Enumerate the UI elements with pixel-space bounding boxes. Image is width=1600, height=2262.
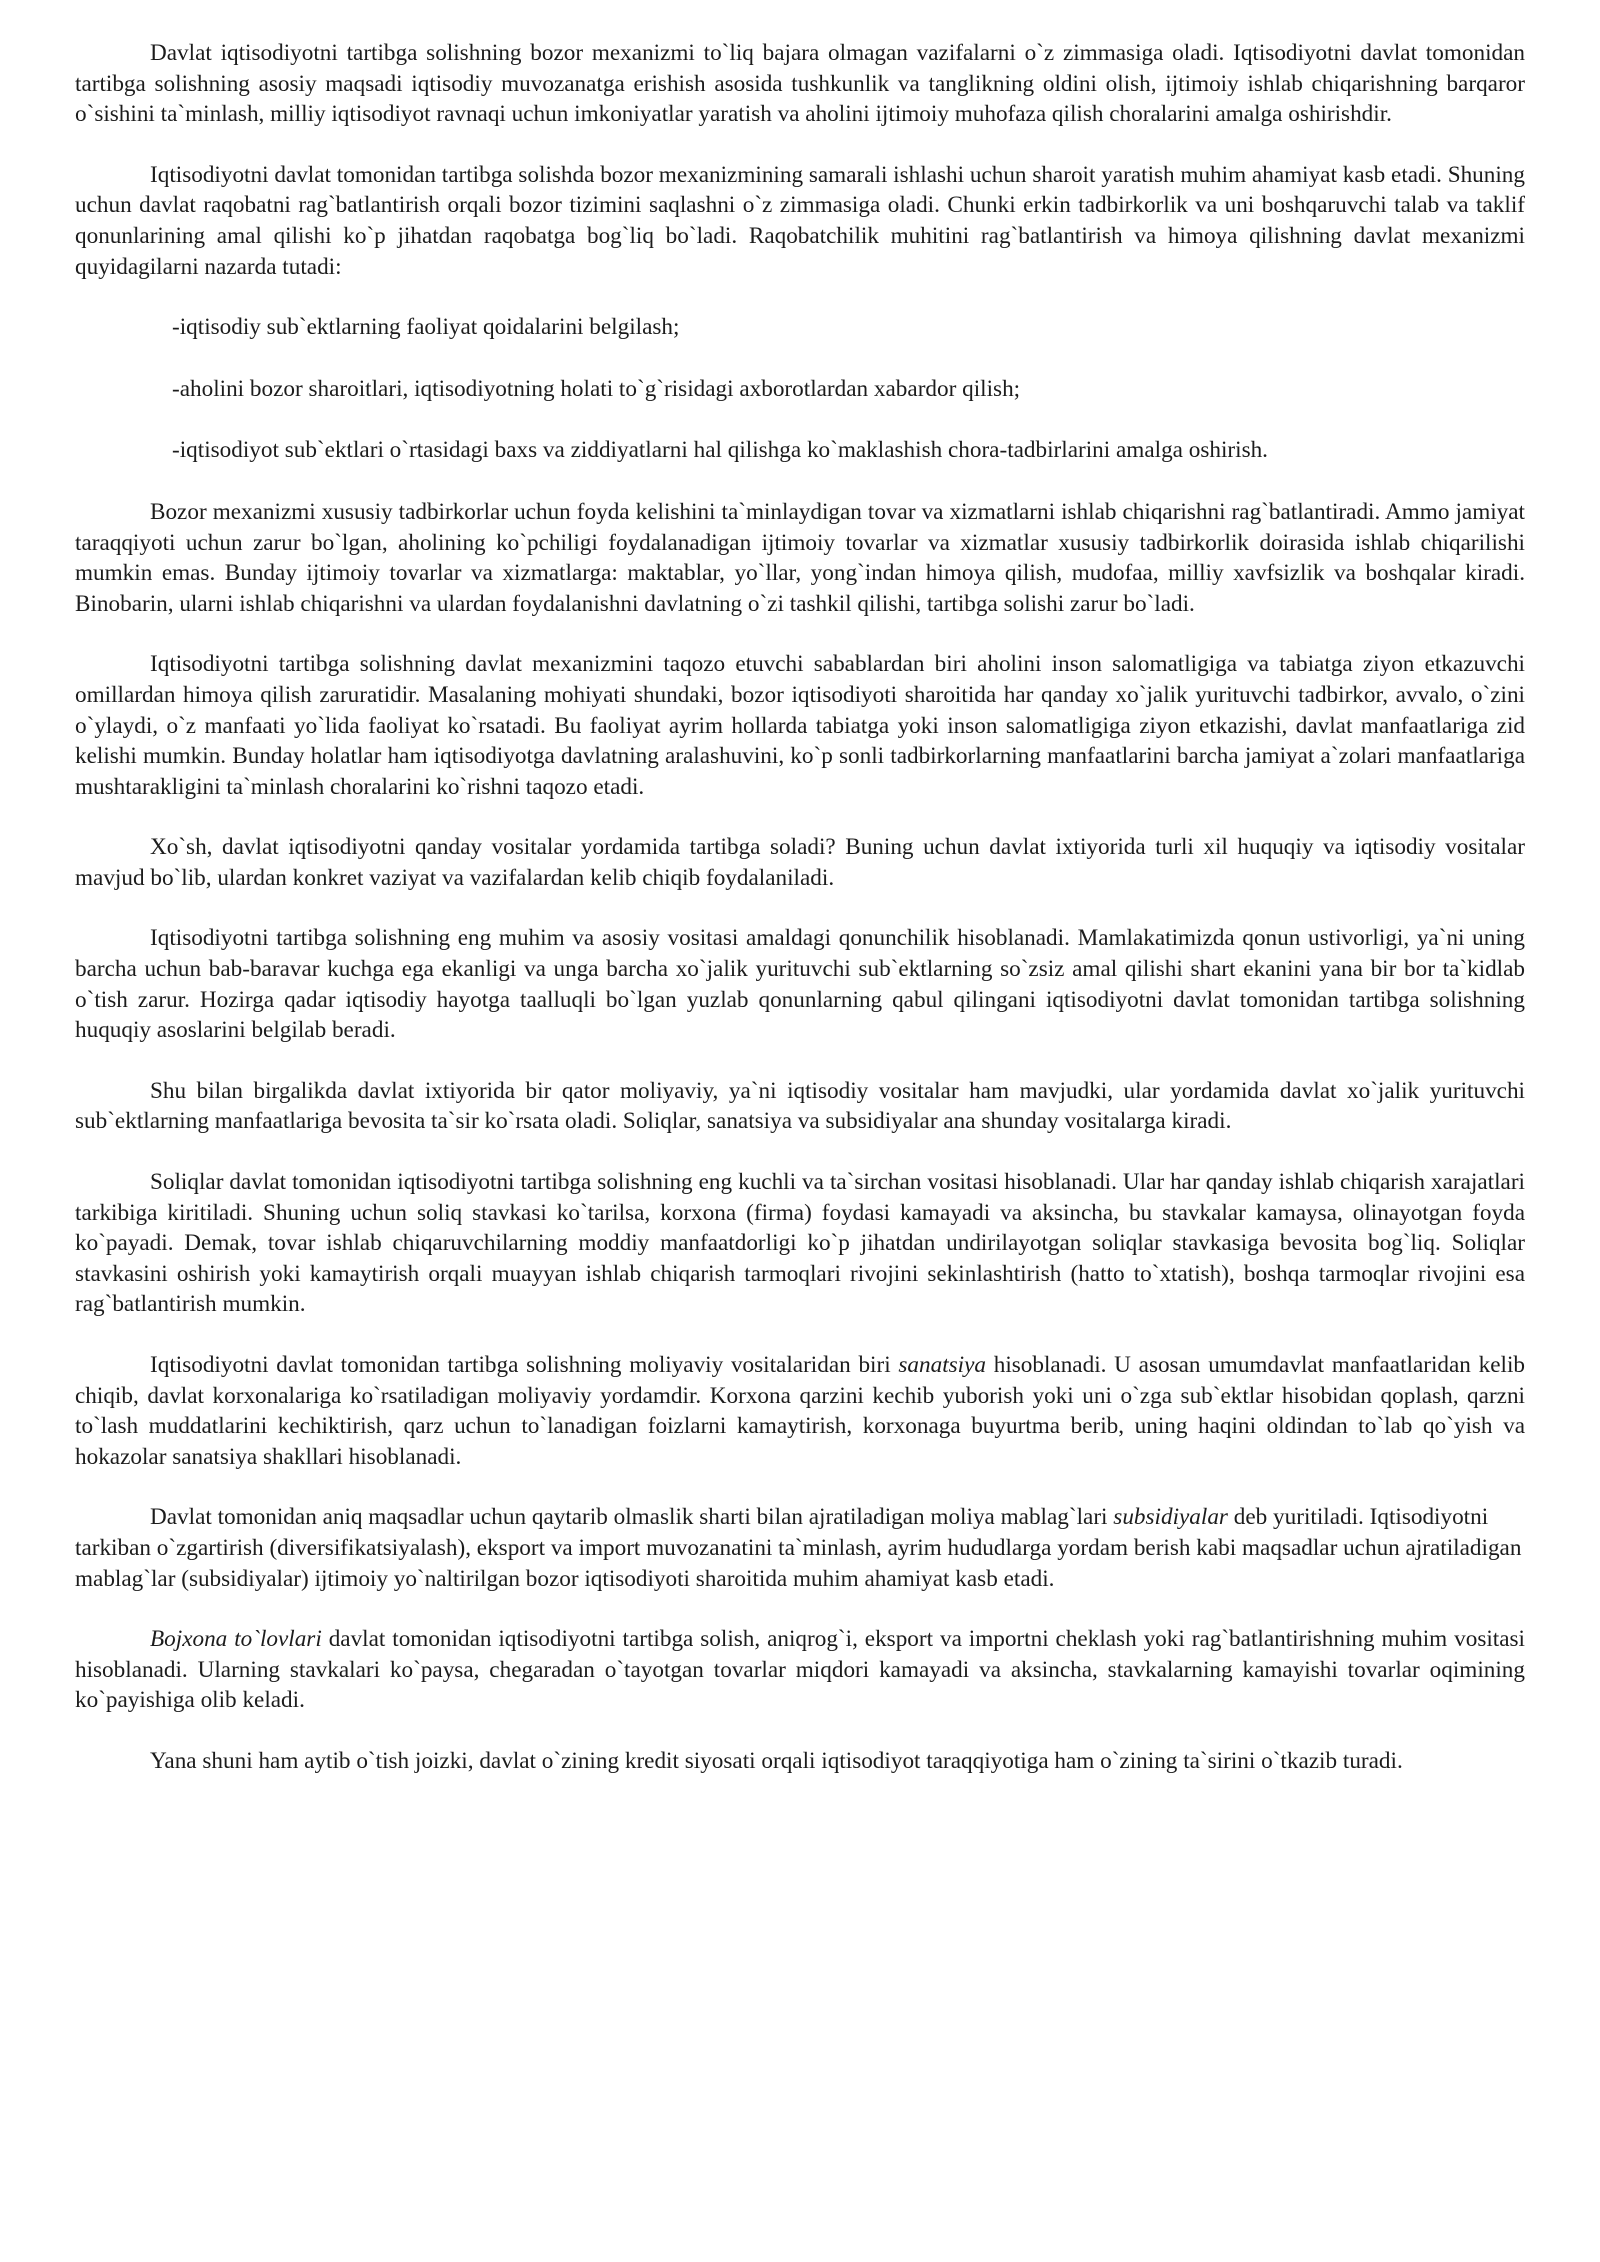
paragraph-customs-payments bbox=[75, 1624, 1525, 1716]
paragraph-health-environment: Iqtisodiyotni tartibga solishning davlat mexanizmini taqozo etuvchi sabablardan biri aholini inson salomatligiga va tabiatga ziyon etkazuvchi omillardan himoya qilish zaruratidir. Masalaning mohiyati shundaki, bozor iqtisodiyoti sharoitida har qanday xo`jalik yurituvchi tadbirkor, avvalo, o`zini o`ylaydi, o`z manfaati yo`lida faoliyat ko`rsatadi. Bu faoliyat ayrim hollarda tabiatga yoki inson salomatligiga ziyon etkazishi, davlat manfaatlariga zid kelishi mumkin. Bunday holatlar ham iqtisodiyotga davlatning aralashuvini, ko`p sonli tadbirkorlarning manfaatlarini barcha jamiyat a`zolari manfaatlariga mushtarakligini ta`minlash choralarini ko`rishni taqozo etadi. bbox=[75, 651, 1525, 800]
paragraph-legislation: Iqtisodiyotni tartibga solishning eng muhim va asosiy vositasi amaldagi qonunchilik hisoblanadi. Mamlakatimizda qonun ustivorligi, ya`ni uning barcha uchun bab-baravar kuchga ega ekanligi va unga barcha xo`jalik yurituvchi sub`ektlarning so`zsiz amal qilishi shart ekanini yana bir bor ta`kidlab o`tish zarur. Hozirga qadar iqtisodiy hayotga taalluqli bo`lgan yuzlab qonunlarning qabul qilingani iqtisodiyotni davlat tomonidan tartibga solishning huquqiy asoslarini belgilab beradi. bbox=[75, 925, 1525, 1044]
customs-text-after: davlat tomonidan iqtisodiyotni tartibga solish, aniqrog`i, eksport va importni cheklash yoki rag`batlantirishning muhim vositasi hisoblanadi. Ularning stavkalari ko`paysa, chegaradan o`tayotgan tovarlar miqdori kamayadi va aksincha, stavkalarning kamayishi tovarlar oqimining ko`payishiga olib keladi. bbox=[75, 1626, 1525, 1714]
customs-term: Bojxona to`lovlari bbox=[150, 1626, 322, 1653]
paragraph-public-goods: Bozor mexanizmi xususiy tadbirkorlar uchun foyda kelishini ta`minlaydigan tovar va xizmatlarni ishlab chiqarishni rag`batlantiradi. Ammo jamiyat taraqqiyoti uchun zarur bo`lgan, aholining ko`pchiligi foydalanadigan ijtimoiy tovarlar va xizmatlar xususiy tadbirkorlik doirasida ishlab chiqarilishi mumkin emas. Bunday ijtimoiy tovarlar va xizmatlarga: maktablar, yo`llar, yong`indan himoya qilish, mudofaa, milliy xavfsizlik va boshqalar kiradi. Binobarin, ularni ishlab chiqarishni va ulardan foydalanishni davlatning o`zi tashkil qilishi, tartibga solishi zarur bo`ladi. bbox=[75, 498, 1525, 617]
list-item-disputes: -iqtisodiyot sub`ektlari o`rtasidagi baxs va ziddiyatlarni hal qilishga ko`maklashish chora-tadbirlarini amalga oshirish. bbox=[172, 437, 1268, 464]
sanation-text-after: hisoblanadi. U asosan umumdavlat manfaatlaridan kelib chiqib, davlat korxonalariga ko`rsatiladigan moliyaviy yordamdir. Korxona qarzini kechib yuborish yoki uni o`zga sub`ektlar hisobidan qoplash, qarzni to`lash muddatlarini kechiktirish, qarz uchun to`lanadigan foizlarni kamaytirish, korxonaga buyurtma berib, uning haqini oldindan to`lab qo`yish va hokazolar sanatsiya shakllari hisoblanadi. bbox=[75, 1352, 1525, 1470]
paragraph-regulation-tools-question: Xo`sh, davlat iqtisodiyotni qanday vositalar yordamida tartibga soladi? Buning uchun davlat ixtiyorida turli xil huquqiy va iqtisodiy vositalar mavjud bo`lib, ulardan konkret vaziyat va vazifalardan kelib chiqib foydalaniladi. bbox=[75, 834, 1525, 891]
subsidies-text-after: deb yuritiladi. Iqtisodiyotni tarkiban o`zgartirish (diversifikatsiyalash), eksport va import muvozanatini ta`minlash, ayrim hududlarga yordam berish kabi maqsadlar uchun ajratiladigan mablag`lar (subsidiyalar) ijtimoiy yo`naltirilgan bozor iqtisodiyoti sharoitida muhim ahamiyat kasb etadi. bbox=[75, 1504, 1522, 1592]
paragraph-subsidies bbox=[75, 1502, 1525, 1594]
subsidies-text-before: Davlat tomonidan aniq maqsadlar uchun qaytarib olmaslik sharti bilan ajratiladigan moliya mablag`lari bbox=[150, 1504, 1114, 1531]
list-item-information: -aholini bozor sharoitlari, iqtisodiyotning holati to`g`risidagi axborotlardan xabardor qilish; bbox=[172, 375, 1021, 402]
paragraph-taxes: Soliqlar davlat tomonidan iqtisodiyotni tartibga solishning eng kuchli va ta`sirchan vositasi hisoblanadi. Ular har qanday ishlab chiqarish xarajatlari tarkibiga kiritiladi. Shuning uchun soliq stavkasi ko`tarilsa, korxona (firma) foydasi kamayadi va aksincha, bu stavkalar kamaysa, olinayotgan foyda ko`payadi. Demak, tovar ishlab chiqaruvchilarning moddiy manfaatdorligi ko`p jihatdan undirilayotgan soliqlar stavkasiga bevosita bog`liq. Soliqlar stavkasini oshirish yoki kamaytirish orqali muayyan ishlab chiqarish tarmoqlari rivojini sekinlashtirish (hatto to`xtatish), boshqa tarmoqlar rivojini esa rag`batlantirish mumkin. bbox=[75, 1169, 1525, 1318]
subsidies-term: subsidiyalar bbox=[1113, 1504, 1228, 1531]
paragraph-state-regulation-goals: Davlat iqtisodiyotni tartibga solishning bozor mexanizmi to`liq bajara olmagan vazifalarni o`z zimmasiga oladi. Iqtisodiyotni davlat tomonidan tartibga solishning asosiy maqsadi iqtisodiy muvozanatga erishish asosida tushkunlik va tanglikning oldini olish, ijtimoiy ishlab chiqarishning barqaror o`sishini ta`minlash, milliy iqtisodiyot ravnaqi uchun imkoniyatlar yaratish va aholini ijtimoiy muhofaza qilish choralarini amalga oshirishdir. bbox=[75, 40, 1525, 128]
paragraph-credit-policy: Yana shuni ham aytib o`tish joizki, davlat o`zining kredit siyosati orqali iqtisodiyot taraqqiyotiga ham o`zining ta`sirini o`tkazib turadi. bbox=[150, 1747, 1403, 1774]
paragraph-market-mechanism-conditions: Iqtisodiyotni davlat tomonidan tartibga solishda bozor mexanizmining samarali ishlashi uchun sharoit yaratish muhim ahamiyat kasb etadi. Shuning uchun davlat raqobatni rag`batlantirish orqali bozor tizimini saqlashni o`z zimmasiga oladi. Chunki erkin tadbirkorlik va uni boshqaruvchi talab va taklif qonunlarining amal qilishi ko`p jihatdan raqobatga bog`liq bo`ladi. Raqobatchilik muhitini rag`batlantirish va himoya qilishning davlat mexanizmi quyidagilarni nazarda tutadi: bbox=[75, 161, 1525, 280]
list-item-rules: -iqtisodiy sub`ektlarning faoliyat qoidalarini belgilash; bbox=[172, 314, 680, 341]
sanation-text-before: Iqtisodiyotni davlat tomonidan tartibga solishning moliyaviy vositalaridan biri bbox=[150, 1352, 899, 1378]
paragraph-financial-tools: Shu bilan birgalikda davlat ixtiyorida bir qator moliyaviy, ya`ni iqtisodiy vositalar ham mavjudki, ular yordamida davlat xo`jalik yurituvchi sub`ektlarning manfaatlariga bevosita ta`sir ko`rsata oladi. Soliqlar, sanatsiya va subsidiyalar ana shunday vositalarga kiradi. bbox=[75, 1077, 1525, 1135]
paragraph-sanation bbox=[75, 1350, 1525, 1472]
sanation-term: sanatsiya bbox=[898, 1352, 986, 1378]
